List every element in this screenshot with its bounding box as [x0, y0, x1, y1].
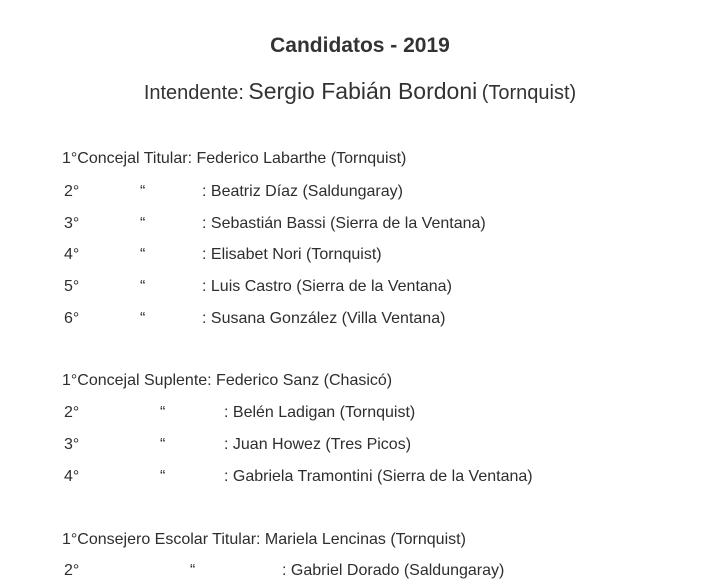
row-name: : Luis Castro (Sierra de la Ventana): [202, 278, 452, 295]
row-ditto: “: [140, 183, 146, 200]
intendente-label: Intendente:: [143, 82, 244, 104]
row-ditto: “: [190, 562, 196, 579]
row-ditto: “: [140, 246, 146, 263]
intendente-place: (Tornquist): [481, 82, 577, 104]
row-name: : Gabriela Tramontini (Sierra de la Ventana): [224, 468, 533, 485]
row-number: 4°: [64, 246, 80, 263]
concejal-titular-header: 1°Concejal Titular: Federico Labarthe (Tornquist): [62, 150, 407, 167]
row-name: : Susana González (Villa Ventana): [202, 310, 446, 327]
intendente-name: Sergio Fabián Bordoni: [248, 78, 478, 104]
row-number: 2°: [64, 404, 80, 421]
row-number: 3°: [64, 436, 80, 453]
row-name: : Juan Howez (Tres Picos): [224, 436, 412, 453]
row-number: 2°: [64, 562, 80, 579]
row-name: : Belén Ladigan (Tornquist): [224, 404, 416, 421]
row-ditto: “: [160, 436, 166, 453]
row-name: : Sebastián Bassi (Sierra de la Ventana): [202, 215, 486, 232]
row-ditto: “: [160, 404, 166, 421]
row-name: : Elisabet Nori (Tornquist): [202, 246, 382, 263]
row-ditto: “: [140, 278, 146, 295]
row-number: 6°: [64, 310, 80, 327]
consejero-escolar-header: 1°Consejero Escolar Titular: Mariela Lencinas (Tornquist): [62, 531, 466, 548]
row-number: 5°: [64, 278, 80, 295]
row-name: : Gabriel Dorado (Saldungaray): [282, 562, 505, 579]
intendente-line: [0, 78, 720, 105]
row-name: : Beatriz Díaz (Saldungaray): [202, 183, 403, 200]
concejal-suplente-header: 1°Concejal Suplente: Federico Sanz (Chasicó): [62, 372, 393, 389]
row-number: 3°: [64, 215, 80, 232]
row-ditto: “: [140, 310, 146, 327]
row-ditto: “: [140, 215, 146, 232]
row-number: 2°: [64, 183, 80, 200]
row-number: 4°: [64, 468, 80, 485]
row-ditto: “: [160, 468, 166, 485]
page-title: Candidatos - 2019: [270, 34, 450, 57]
